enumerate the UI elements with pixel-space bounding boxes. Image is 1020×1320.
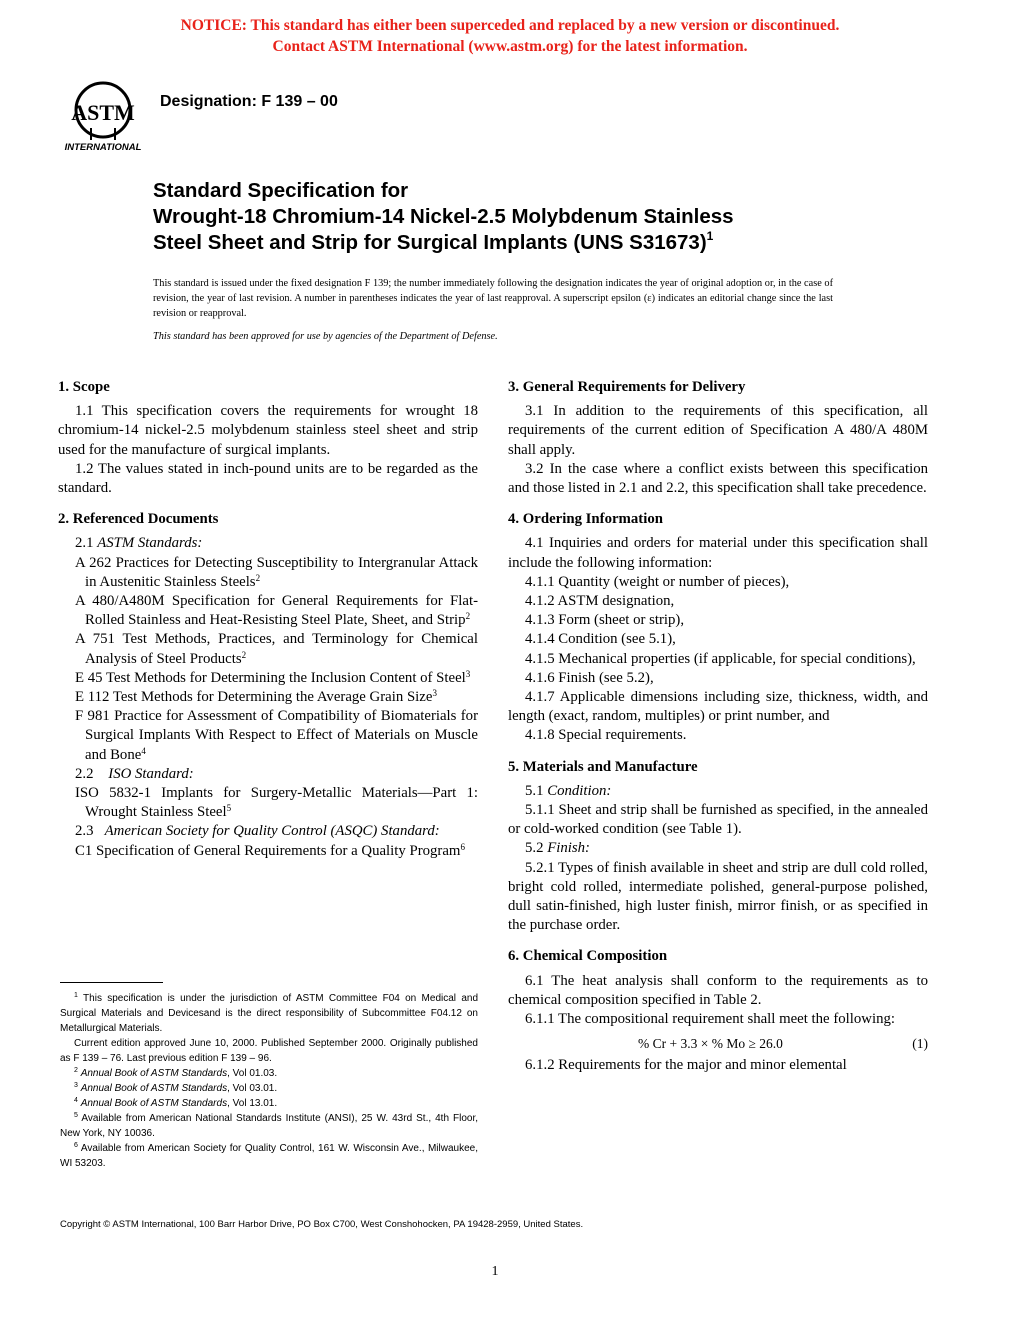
reference-item: A 262 Practices for Detecting Susceptibility to Intergranular Attack in Austenitic Stainless Steels$^2$	[75, 554, 478, 590]
list-item: 4.1.2 ASTM designation,	[525, 593, 675, 610]
title-line-1: Standard Specification for	[153, 179, 409, 202]
copyright: Copyright © ASTM International, 100 Barr Harbor Drive, PO Box C700, West Conshohocken, PA 19428-2959, United States.	[60, 1219, 584, 1230]
equation-number: (1)	[912, 1036, 928, 1052]
equation-text: % Cr + 3.3 × % Mo ≥ 26.0	[638, 1036, 783, 1052]
reference-item: ISO 5832-1 Implants for Surgery-Metallic Materials—Part 1: Wrought Stainless Steel$^5$	[75, 785, 478, 821]
list-item: 4.1.8 Special requirements.	[525, 727, 687, 744]
equation-1	[508, 1032, 928, 1056]
paragraph-5-2-1: 5.2.1 Types of finish available in sheet and strip are dull cold rolled, bright cold rolled, intermediate polished, general-purpose polished, dull satin-finished, high luster finish, mirror finish, or as specified in the purchase order.	[508, 859, 928, 934]
reference-item: C1 Specification of General Requirements for a Quality Program$^6$	[75, 841, 465, 859]
footnote-5: $^5$ Available from American National Standards Institute (ANSI), 25 W. 43rd St., 4th Floor, New York, NY 10036.	[60, 1112, 478, 1139]
section-heading-general: 3. General Requirements for Delivery	[508, 379, 746, 395]
paragraph-3-2: 3.2 In the case where a conflict exists between this specification and those listed in 2.1 and 2.2, this specification shall take precedence.	[508, 460, 928, 497]
reference-item: F 981 Practice for Assessment of Compatibility of Biomaterials for Surgical Implants With Respect to Effect of Materials on Muscle and Bone$^4$	[75, 708, 478, 763]
issue-note: This standard is issued under the fixed designation F 139; the number immediately following the designation indicates the year of original adoption or, in the case of revision, the year of last revision. A number in parentheses indicates the year of last reapproval. A superscript epsilon (ε) indicates an editorial change since the last revision or reapproval.	[153, 278, 833, 319]
left-column	[58, 378, 478, 861]
superseded-notice	[0, 15, 1020, 57]
list-item: 4.1.4 Condition (see 5.1),	[525, 631, 676, 648]
astm-logo	[60, 78, 146, 154]
footnote-1b: Current edition approved June 10, 2000. Published September 2000. Originally published as F 139 – 76. Last previous edition F 139 – 96.	[60, 1038, 478, 1064]
title-footnote-ref: 1	[706, 229, 714, 243]
subsection-2-1: 2.1 ASTM Standards:	[75, 535, 203, 552]
notice-line-1: NOTICE: This standard has either been superceded and replaced by a new version or discontinued.	[180, 17, 840, 34]
footnote-3: $^3$ Annual Book of ASTM Standards, Vol 03.01.	[74, 1082, 278, 1094]
reference-item: E 45 Test Methods for Determining the Inclusion Content of Steel$^3$	[75, 668, 471, 686]
right-column	[508, 378, 928, 1076]
paragraph-3-1: 3.1 In addition to the requirements of this specification, all requirements of the current edition of Specification A 480/A 480M shall apply.	[508, 403, 928, 458]
designation: Designation: F 139 – 00	[160, 93, 338, 110]
list-item: 4.1.5 Mechanical properties (if applicable, for special conditions),	[525, 650, 916, 667]
footnote-4: $^4$ Annual Book of ASTM Standards, Vol 13.01.	[74, 1097, 278, 1109]
paragraph-1-1: 1.1 This specification covers the requirements for wrought 18 chromium-14 nickel-2.5 molybdenum stainless steel sheet and strip used for the manufacture of surgical implants.	[58, 403, 478, 458]
title-line-3: Steel Sheet and Strip for Surgical Implants (UNS S31673)	[153, 231, 707, 254]
notice-line-2: Contact ASTM International (www.astm.org) for the latest information.	[272, 38, 748, 55]
subsection-5-2: 5.2 Finish:	[525, 840, 590, 857]
paragraph-5-1-1: 5.1.1 Sheet and strip shall be furnished as specified, in the annealed or cold-worked condition (see Table 1).	[508, 802, 928, 838]
reference-item: A 751 Test Methods, Practices, and Terminology for Chemical Analysis of Steel Products$^2$	[75, 631, 478, 667]
approval-note: This standard has been approved for use by agencies of the Department of Defense.	[153, 331, 498, 342]
paragraph-1-2: 1.2 The values stated in inch-pound units are to be regarded as the standard.	[58, 460, 478, 497]
list-item: 4.1.1 Quantity (weight or number of pieces),	[525, 573, 790, 590]
paragraph-6-1-1: 6.1.1 The compositional requirement shall meet the following:	[525, 1011, 895, 1028]
page-number: 1	[491, 1264, 499, 1279]
logo-letters: ASTM	[71, 100, 135, 125]
paragraph-4-1: 4.1 Inquiries and orders for material under this specification shall include the following information:	[508, 535, 928, 571]
section-heading-referenced: 2. Referenced Documents	[58, 511, 219, 528]
subsection-2-2: 2.2 ISO Standard:	[75, 765, 194, 782]
section-heading-ordering: 4. Ordering Information	[508, 511, 663, 528]
list-item: 4.1.7 Applicable dimensions including size, thickness, width, and length (exact, random, multiples) or print number, and	[508, 689, 928, 725]
logo-caption: INTERNATIONAL	[64, 142, 142, 153]
subsection-2-3: 2.3 American Society for Quality Control (ASQC) Standard:	[75, 823, 440, 840]
footnotes	[60, 991, 478, 1171]
footnote-1: $^1$ This specification is under the jurisdiction of ASTM Committee F04 on Medical and Surgical Materials and Devicesand is the direct responsibility of Subcommittee F04.12 on Metallurgical Materials.	[60, 992, 479, 1034]
title-line-2: Wrought-18 Chromium-14 Nickel-2.5 Molybdenum Stainless	[153, 205, 734, 228]
section-heading-chemical: 6. Chemical Composition	[508, 948, 668, 965]
section-heading-scope: 1. Scope	[58, 379, 110, 395]
section-heading-materials: 5. Materials and Manufacture	[508, 758, 698, 775]
list-item: 4.1.3 Form (sheet or strip),	[525, 612, 685, 629]
footnote-2: $^2$ Annual Book of ASTM Standards, Vol 01.03.	[74, 1067, 278, 1079]
footnote-divider	[60, 982, 163, 983]
list-item: 4.1.6 Finish (see 5.2),	[525, 669, 654, 686]
reference-item: A 480/A480M Specification for General Requirements for Flat-Rolled Stainless and Heat-Resisting Steel Plate, Sheet, and Strip$^2$	[75, 593, 478, 629]
reference-item: E 112 Test Methods for Determining the Average Grain Size$^3$	[75, 688, 437, 706]
subsection-5-1: 5.1 Condition:	[525, 782, 612, 799]
paragraph-6-1-2: 6.1.2 Requirements for the major and minor elemental	[525, 1057, 847, 1074]
footnote-6: $^6$ Available from American Society for Quality Control, 161 W. Wisconsin Ave., Milwaukee, WI 53203.	[60, 1142, 478, 1169]
paragraph-6-1: 6.1 The heat analysis shall conform to the requirements as to chemical composition specified in Table 2.	[508, 972, 928, 1008]
document-title	[153, 178, 953, 256]
